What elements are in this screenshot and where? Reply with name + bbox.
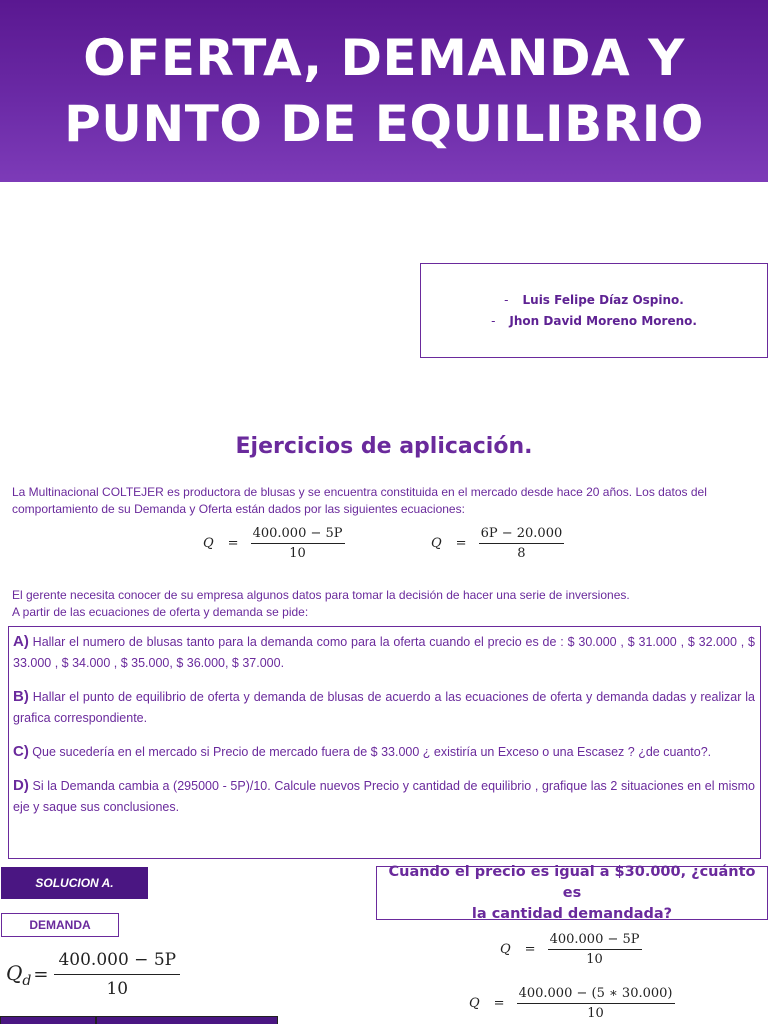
task-text: Si la Demanda cambia a (295000 - 5P)/10. Calcule nuevos Precio y cantidad de equilibrio , grafique las 2 situaciones en el mismo eje y saque sus conclusiones. <box>13 779 755 814</box>
eq-lhs <box>6 961 31 989</box>
task-text: Hallar el numero de blusas tanto para la demanda como para la oferta cuando el precio es de : $ 30.000 , $ 31.000 , $ 32.000 , $ 33.000 , $ 34.000 , $ 35.000, $ 36.000, $ 37.000. <box>13 635 755 670</box>
authors-box <box>420 263 768 358</box>
eq-sign: = <box>227 536 239 551</box>
eq-denominator: 10 <box>106 979 129 999</box>
manager-line-1: El gerente necesita conocer de su empresa algunos datos para tomar la decisión de hacer una serie de inversiones. <box>12 588 630 602</box>
task-text: Que sucedería en el mercado si Precio de mercado fuera de $ 33.000 ¿ existiría un Exceso o una Escasez ? ¿de cuanto?. <box>28 745 712 759</box>
eq-fraction <box>479 526 565 561</box>
calc-equation-1 <box>500 932 642 967</box>
section-title: Ejercicios de aplicación. <box>235 434 533 459</box>
demand-equation-large <box>6 950 180 999</box>
eq-fraction <box>54 950 180 999</box>
eq-sign: = <box>455 536 467 551</box>
title-banner <box>0 0 768 182</box>
eq-denominator: 8 <box>517 546 526 561</box>
task-item <box>13 686 755 729</box>
eq-numerator: 400.000 − (5 ∗ 30.000) <box>517 986 675 1004</box>
eq-lhs: Q <box>431 536 442 551</box>
eq-denominator: 10 <box>587 1006 604 1021</box>
table-header-cell <box>96 1016 278 1024</box>
manager-line-2: A partir de las ecuaciones de oferta y demanda se pide: <box>12 605 309 619</box>
author-dash: - <box>491 313 496 328</box>
solution-a-label: SOLUCION A. <box>1 867 148 899</box>
manager-paragraph <box>12 587 756 621</box>
eq-sign: = <box>524 942 536 957</box>
question-line-2: la cantidad demandada? <box>471 905 673 922</box>
eq-lhs: Q <box>500 942 511 957</box>
task-item <box>13 775 755 818</box>
eq-fraction <box>517 986 675 1021</box>
task-letter: D) <box>13 777 29 794</box>
author-dash: - <box>504 292 509 307</box>
task-letter: C) <box>13 743 29 760</box>
eq-sign: = <box>33 964 49 985</box>
eq-sign: = <box>493 996 505 1011</box>
author-name: Luis Felipe Díaz Ospino. <box>522 292 684 307</box>
page-title-line-2: PUNTO DE EQUILIBRIO <box>64 95 704 153</box>
eq-denominator: 10 <box>586 952 603 967</box>
task-item <box>13 631 755 674</box>
calc-equation-2 <box>469 986 675 1021</box>
eq-subscript: d <box>22 972 32 989</box>
supply-equation <box>431 526 564 561</box>
eq-numerator: 400.000 − 5P <box>251 526 345 544</box>
question-line-1: Cuando el precio es igual a $30.000, ¿cuánto es <box>388 863 756 901</box>
eq-numerator: 6P − 20.000 <box>479 526 565 544</box>
intro-paragraph: La Multinacional COLTEJER es productora de blusas y se encuentra constituida en el mercado desde hace 20 años. Los datos del comportamiento de su Demanda y Oferta están dados por las siguientes ecuaciones: <box>12 485 707 516</box>
eq-lhs: Q <box>469 996 480 1011</box>
page-title-line-1: OFERTA, DEMANDA Y <box>83 29 685 87</box>
task-item <box>13 741 755 763</box>
eq-denominator: 10 <box>289 546 306 561</box>
eq-lhs-symbol: Q <box>6 960 23 985</box>
tasks-box <box>8 626 761 859</box>
eq-lhs: Q <box>203 536 214 551</box>
eq-fraction <box>251 526 345 561</box>
eq-numerator: 400.000 − 5P <box>54 950 180 975</box>
eq-fraction <box>548 932 642 967</box>
author-item <box>504 290 684 311</box>
eq-numerator: 400.000 − 5P <box>548 932 642 950</box>
task-letter: A) <box>13 633 29 650</box>
question-box <box>376 863 768 922</box>
author-item <box>491 311 697 332</box>
demand-label: DEMANDA <box>1 913 119 937</box>
task-text: Hallar el punto de equilibrio de oferta y demanda de blusas de acuerdo a las ecuaciones de oferta y demanda dadas y realizar la grafica correspondiente. <box>13 690 755 725</box>
task-letter: B) <box>13 688 29 705</box>
table-header-cell <box>0 1016 96 1024</box>
author-name: Jhon David Moreno Moreno. <box>509 313 697 328</box>
demand-equation <box>203 526 345 561</box>
